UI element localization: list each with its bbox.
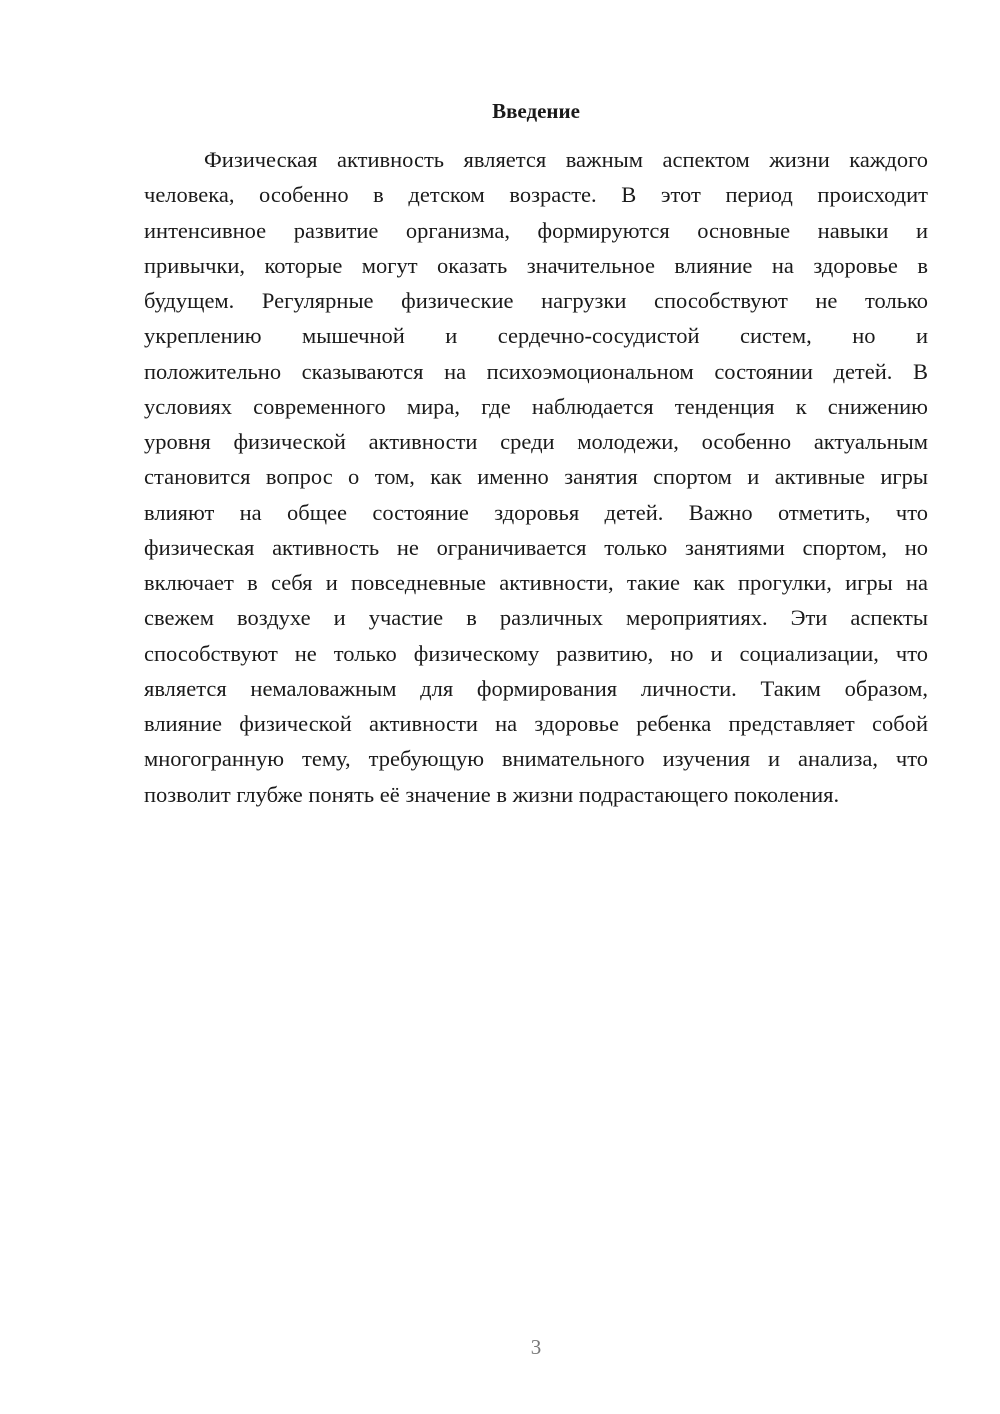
paragraph-line: привычки, которые могут оказать значительное влияние на здоровье в — [144, 252, 928, 278]
paragraph-line: позволит глубже понять её значение в жизни подрастающего поколения. — [144, 781, 840, 807]
paragraph-line: человека, особенно в детском возрасте. В этот период происходит — [144, 182, 928, 208]
paragraph-line: является немаловажным для формирования личности. Таким образом, — [144, 675, 928, 701]
paragraph-line: становится вопрос о том, как именно занятия спортом и активные игры — [144, 464, 928, 490]
paragraph-line: влияние физической активности на здоровье ребенка представляет собой — [144, 711, 928, 736]
paragraph-line: способствуют не только физическому развитию, но и социализации, что — [144, 640, 928, 666]
paragraph-line: Физическая активность является важным аспектом жизни каждого — [204, 147, 928, 172]
paragraph-line: включает в себя и повседневные активности, такие как прогулки, игры на — [144, 570, 928, 595]
paragraph-line: условиях современного мира, где наблюдается тенденция к снижению — [144, 393, 928, 419]
paragraph-line: свежем воздухе и участие в различных мероприятиях. Эти аспекты — [144, 605, 928, 631]
paragraph-line: положительно сказываются на психоэмоциональном состоянии детей. В — [144, 358, 928, 384]
section-heading: Введение — [492, 99, 580, 123]
paragraph-line: укреплению мышечной и сердечно-сосудистой систем, но и — [144, 323, 928, 349]
paragraph-line: интенсивное развитие организма, формируются основные навыки и — [144, 217, 928, 243]
paragraph-line: будущем. Регулярные физические нагрузки способствуют не только — [144, 288, 928, 313]
paragraph-line: влияют на общее состояние здоровья детей. Важно отметить, что — [144, 499, 928, 525]
introduction-paragraph — [144, 142, 928, 812]
paragraph-line: многогранную тему, требующую внимательного изучения и анализа, что — [144, 746, 928, 772]
page-number: 3 — [530, 1335, 542, 1359]
paragraph-line: уровня физической активности среди молодежи, особенно актуальным — [144, 429, 928, 454]
paragraph-line: физическая активность не ограничивается только занятиями спортом, но — [144, 534, 928, 560]
